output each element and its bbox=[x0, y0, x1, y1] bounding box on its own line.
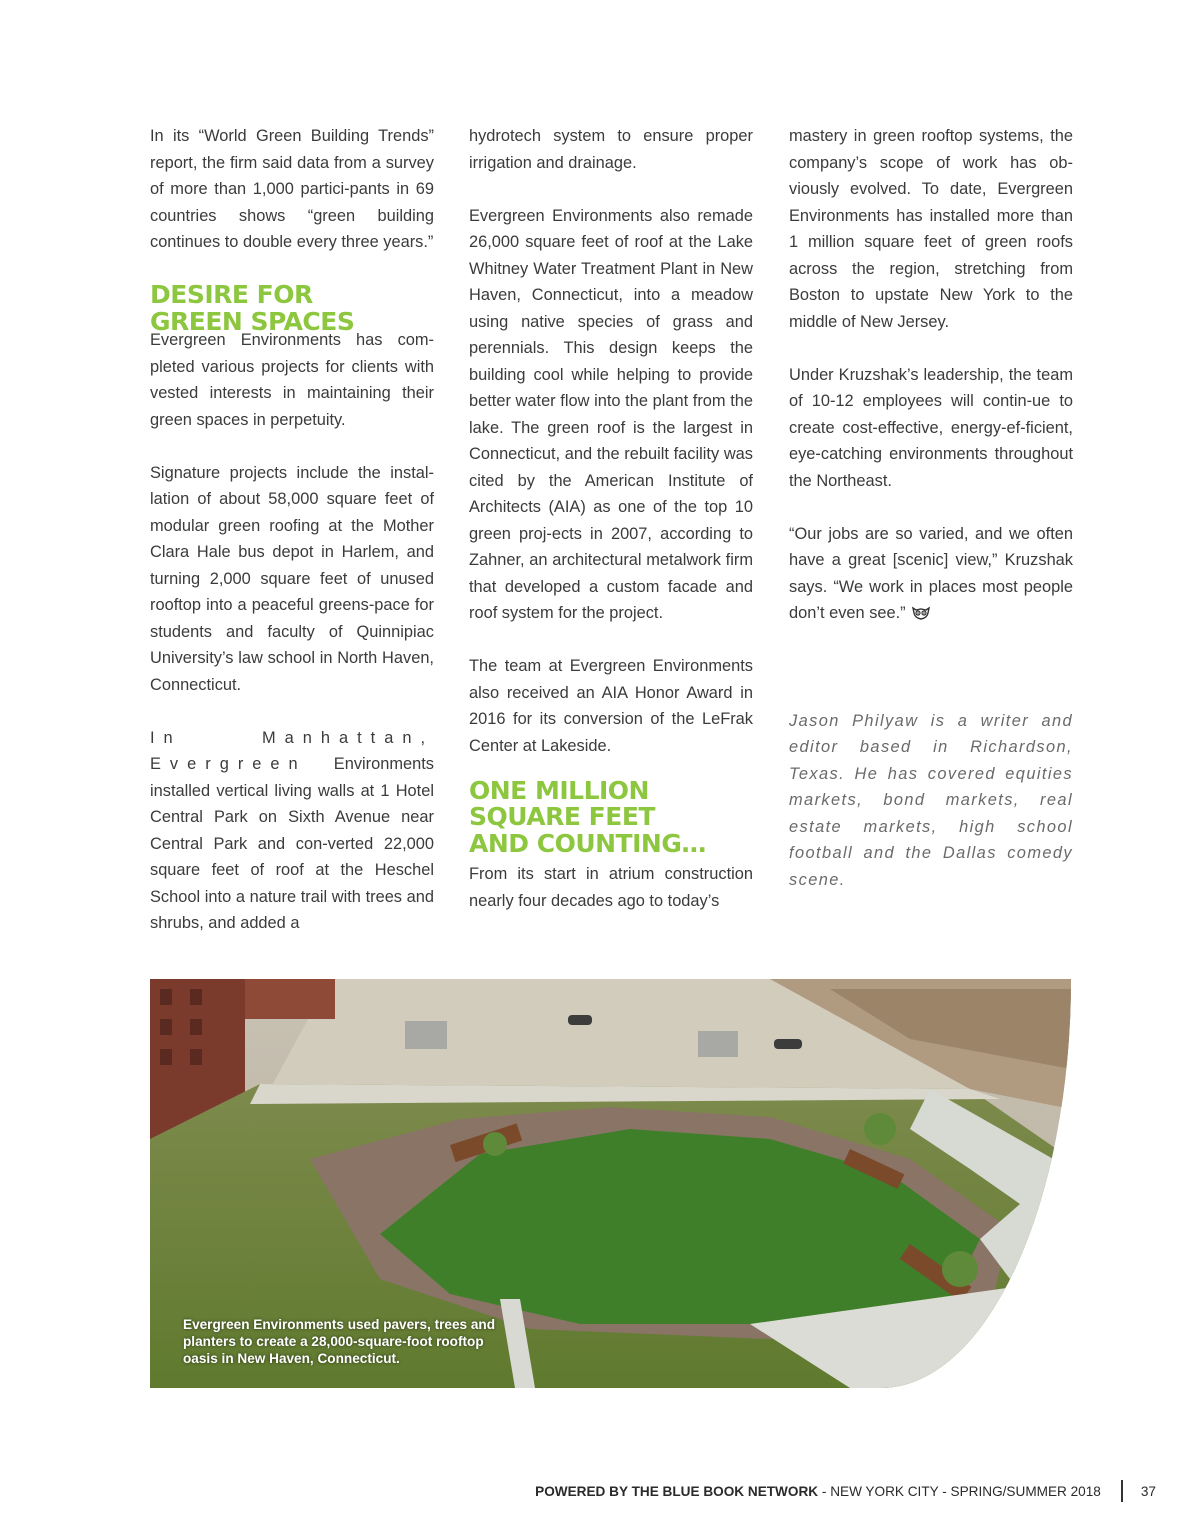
owl-icon bbox=[912, 602, 930, 629]
footer-divider bbox=[1121, 1480, 1123, 1502]
paragraph: In its “World Green Building Trends” report, the firm said data from a survey of more than 1,000 partici-pants in 69 countries shows “green building continues to double every three years.” bbox=[150, 127, 434, 251]
paragraph: hydrotech system to ensure proper irrigation and drainage. bbox=[469, 127, 753, 172]
paragraph bbox=[150, 725, 434, 937]
heading-line: AND COUNTING… bbox=[469, 828, 706, 858]
page-footer bbox=[535, 1480, 1156, 1502]
footer-text bbox=[535, 1484, 1101, 1499]
heading-line: DESIRE FOR bbox=[150, 280, 313, 309]
section-heading-one-million bbox=[469, 775, 753, 858]
footer-brand: POWERED BY THE BLUE BOOK NETWORK bbox=[535, 1483, 819, 1499]
paragraph: mastery in green rooftop systems, the company’s scope of work has ob-viously evolved. To date, Evergreen Environments has installed more than 1 million square feet of green roofs across the region, stretching from Boston to upstate New York to the middle of New Jersey. bbox=[789, 127, 1073, 331]
article-column-2 bbox=[469, 123, 753, 914]
footer-issue: - NEW YORK CITY - SPRING/SUMMER 2018 bbox=[818, 1483, 1101, 1499]
article-column-1 bbox=[150, 123, 434, 937]
paragraph: Under Kruzshak’s leadership, the team of 10-12 employees will contin-ue to create cost-effective, energy-ef-ficient, eye-catching environments throughout the Northeast. bbox=[789, 365, 1073, 490]
paragraph bbox=[789, 521, 1073, 629]
paragraph: Evergreen Environments also remade 26,000 square feet of roof at the Lake Whitney Water Treatment Plant in New Haven, Connecticut, into a meadow using native species of grass and perennials. This design keeps the building cool while helping to provide better water flow into the plant from the lake. The green roof is the largest in Connecticut, and the rebuilt facility was cited by the American Institute of Architects (AIA) as one of the top 10 green proj-ects in 2007, according to Zahner, an architectural metalwork firm that developed a custom facade and roof system for the project. bbox=[469, 206, 753, 622]
heading-line: ONE MILLION bbox=[469, 775, 649, 805]
paragraph-lead: In Manhattan, Evergreen bbox=[150, 728, 434, 773]
paragraph: Signature projects include the instal-lation of about 58,000 square feet of modular green roofing at the Mother Clara Hale bus depot in Harlem, and turning 2,000 square feet of unused rooftop into a peaceful greens-pace for students and faculty of Quinnipiac University’s law school in North Haven, Connecticut. bbox=[150, 463, 434, 694]
photo-caption: Evergreen Environments used pavers, trees and planters to create a 28,000-square-foot rooftop oasis in New Haven, Connecticut. bbox=[183, 1317, 496, 1366]
author-bio: Jason Philyaw is a writer and editor based in Richardson, Texas. He has covered equities markets, bond markets, real estate markets, high school football and the Dallas comedy scene. bbox=[789, 711, 1073, 889]
quote-text: “Our jobs are so varied, and we often have a great [scenic] view,” Kruzshak says. “We work in places most people don’t even see.” bbox=[789, 524, 1073, 622]
rooftop-garden-photo bbox=[150, 979, 1071, 1388]
paragraph-rest: Environments installed vertical living walls at 1 Hotel Central Park on Sixth Avenue near Central Park and con-verted 22,000 square feet of roof at the Heschel School into a nature trail with trees and shrubs, and added a bbox=[150, 755, 434, 932]
heading-line: SQUARE FEET bbox=[469, 802, 655, 831]
article-column-3 bbox=[789, 123, 1073, 920]
paragraph: Evergreen Environments has com-pleted various projects for clients with vested interests in maintaining their green spaces in perpetuity. bbox=[150, 331, 434, 429]
paragraph: From its start in atrium construction nearly four decades ago to today’s bbox=[469, 865, 753, 910]
paragraph: The team at Evergreen Environments also received an AIA Honor Award in 2016 for its conversion of the LeFrak Center at Lakeside. bbox=[469, 657, 753, 755]
heading-line: GREEN SPACES bbox=[150, 306, 355, 336]
page-number: 37 bbox=[1140, 1483, 1156, 1499]
